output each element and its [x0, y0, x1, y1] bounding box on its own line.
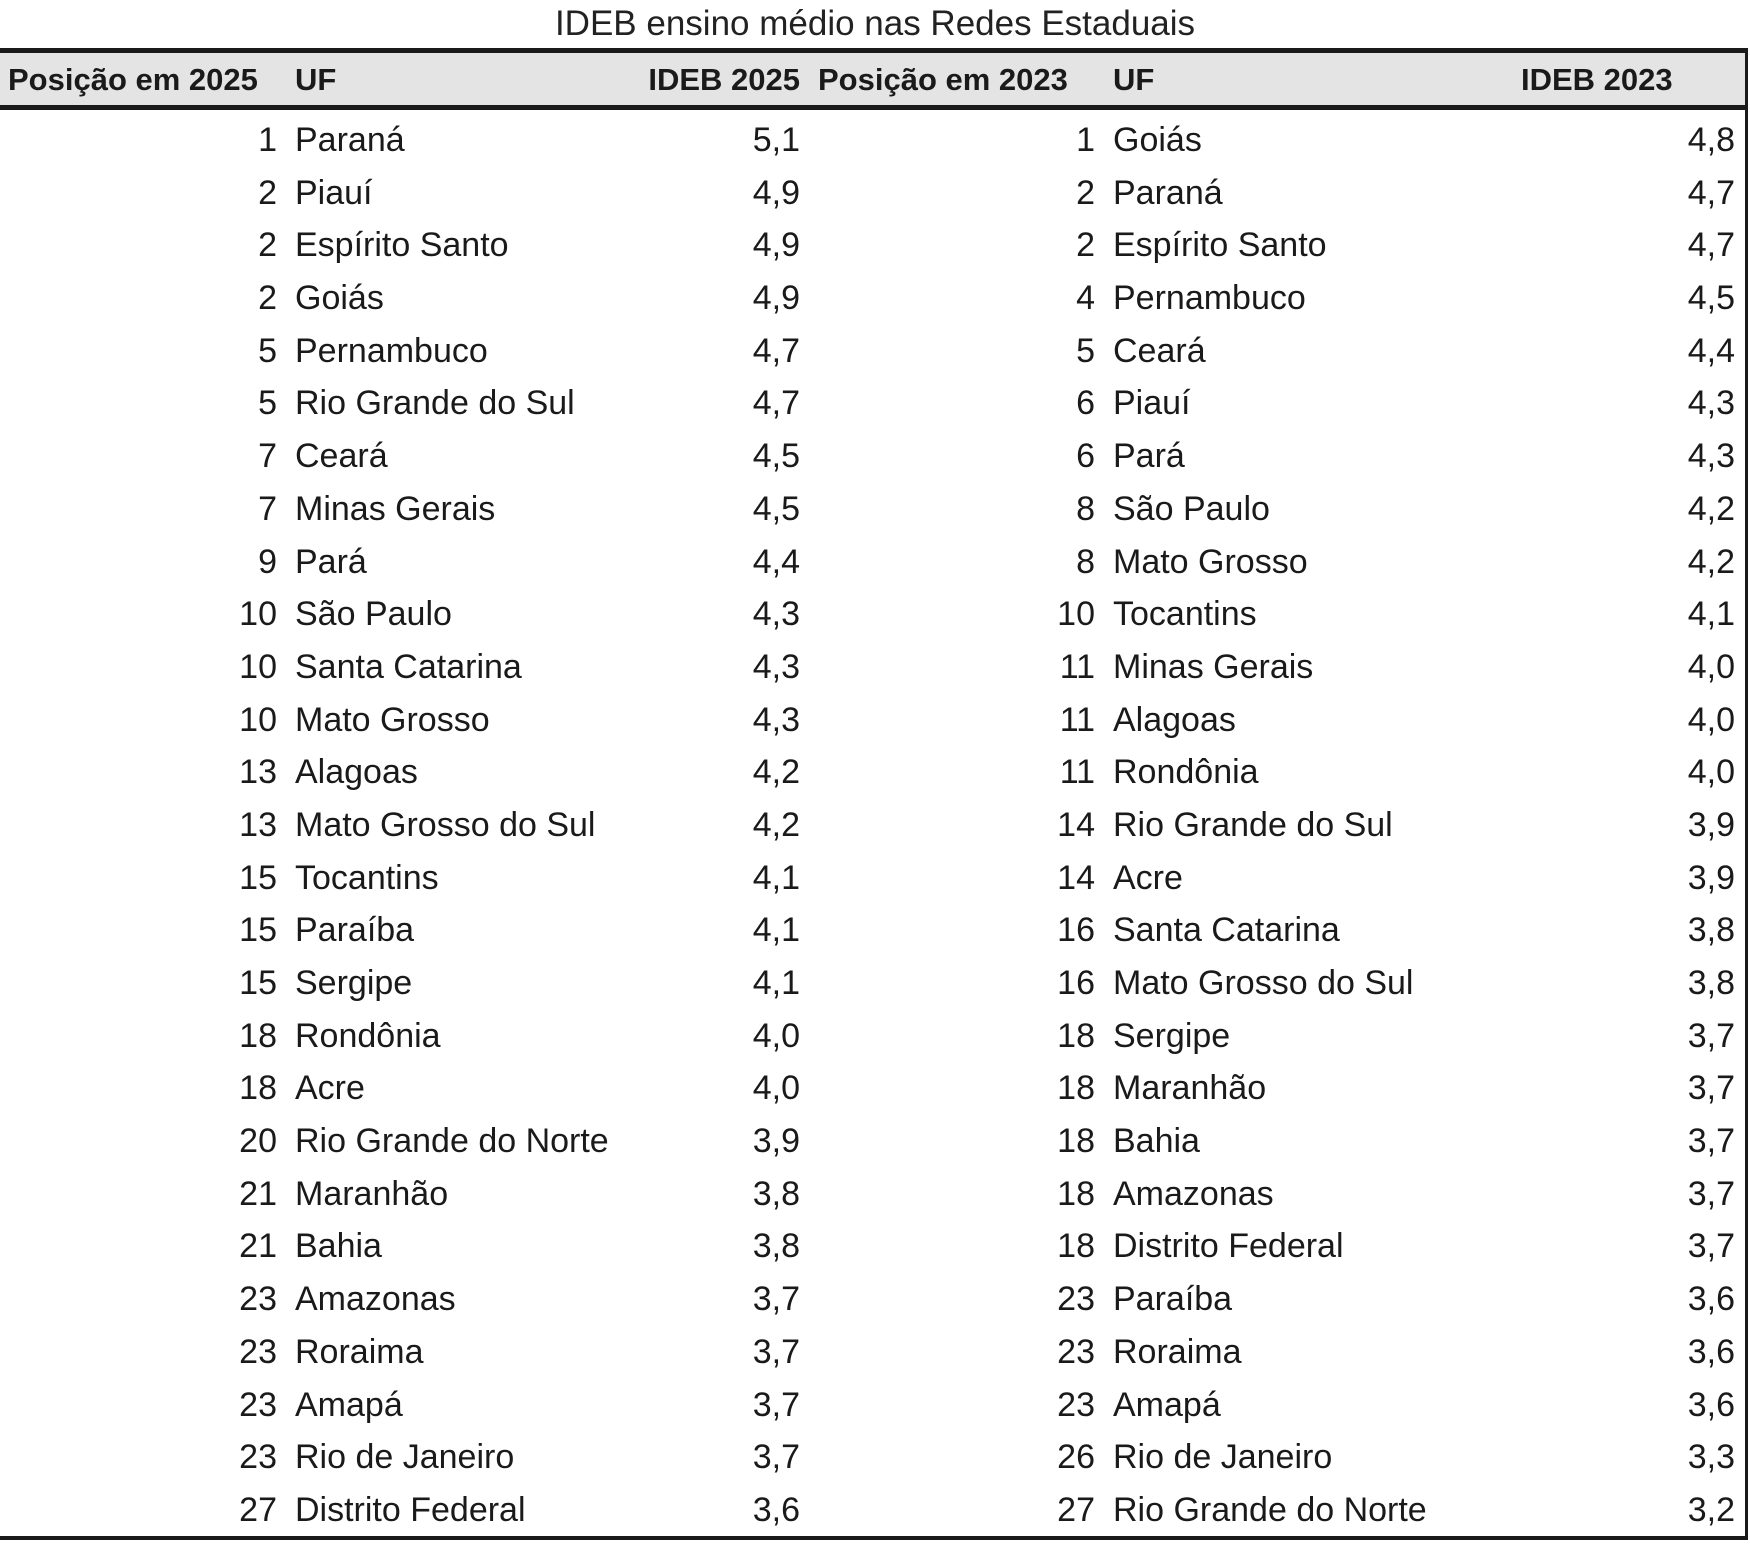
table-row: [0, 694, 1745, 747]
cell-uf-2025[interactable]: Amapá: [295, 1385, 403, 1424]
cell-ideb-2023[interactable]: 3,9: [1687, 858, 1735, 897]
cell-ideb-2025[interactable]: 4,5: [752, 437, 800, 476]
cell-ideb-2025[interactable]: 4,9: [752, 279, 800, 318]
cell-uf-2023[interactable]: São Paulo: [1113, 489, 1270, 528]
cell-position-2025[interactable]: 15: [239, 964, 277, 1002]
cell-ideb-2023[interactable]: 3,8: [1687, 911, 1735, 950]
table-row: [0, 588, 1745, 641]
cell-uf-2025[interactable]: Pará: [295, 542, 367, 581]
cell-uf-2023[interactable]: Maranhão: [1113, 1069, 1267, 1108]
cell-position-2023[interactable]: 23: [1057, 1280, 1095, 1319]
table-row: [0, 746, 1745, 799]
cell-ideb-2023[interactable]: 3,7: [1687, 1069, 1735, 1108]
cell-uf-2025[interactable]: Sergipe: [295, 964, 413, 1002]
cell-ideb-2025[interactable]: 4,1: [752, 964, 800, 1002]
cell-position-2023[interactable]: 1: [1076, 121, 1095, 159]
cell-ideb-2025[interactable]: 5,1: [752, 121, 800, 159]
table-row: [0, 904, 1745, 957]
cell-uf-2025[interactable]: Alagoas: [295, 753, 418, 792]
cell-ideb-2025[interactable]: 4,0: [752, 1016, 800, 1055]
cell-ideb-2025[interactable]: 3,9: [752, 1122, 800, 1161]
cell-uf-2025[interactable]: Distrito Federal: [295, 1490, 526, 1529]
cell-ideb-2025[interactable]: 4,2: [752, 805, 800, 844]
cell-ideb-2025[interactable]: 4,3: [752, 595, 800, 634]
table-row: [0, 641, 1745, 694]
table-row: [0, 1379, 1745, 1432]
cell-position-2023[interactable]: 18: [1057, 1069, 1095, 1108]
cell-uf-2025[interactable]: Minas Gerais: [295, 489, 496, 528]
cell-uf-2025[interactable]: Rio Grande do Norte: [295, 1122, 609, 1161]
cell-ideb-2023[interactable]: 3,7: [1687, 1016, 1735, 1055]
cell-uf-2023[interactable]: Amazonas: [1113, 1174, 1274, 1213]
cell-ideb-2023[interactable]: 3,6: [1687, 1332, 1735, 1371]
cell-ideb-2025[interactable]: 3,7: [752, 1332, 800, 1371]
cell-ideb-2023[interactable]: 3,9: [1687, 805, 1735, 844]
cell-ideb-2023[interactable]: 4,1: [1687, 595, 1735, 634]
cell-ideb-2023[interactable]: 3,7: [1687, 1122, 1735, 1161]
cell-uf-2025[interactable]: Rio de Janeiro: [295, 1438, 515, 1477]
cell-uf-2025[interactable]: Acre: [295, 1069, 365, 1108]
cell-position-2025[interactable]: 27: [239, 1490, 277, 1529]
cell-position-2025[interactable]: 23: [239, 1438, 277, 1477]
cell-uf-2025[interactable]: Santa Catarina: [295, 647, 522, 686]
cell-position-2025[interactable]: 10: [239, 647, 277, 686]
cell-ideb-2025[interactable]: 4,4: [752, 542, 800, 581]
table-row: [0, 272, 1745, 325]
cell-uf-2025[interactable]: Ceará: [295, 437, 388, 476]
cell-uf-2023[interactable]: Alagoas: [1113, 700, 1236, 739]
cell-uf-2023[interactable]: Pará: [1113, 437, 1185, 476]
cell-ideb-2023[interactable]: 3,3: [1687, 1438, 1735, 1477]
cell-position-2025[interactable]: 9: [258, 542, 277, 581]
cell-ideb-2023[interactable]: 4,7: [1687, 226, 1735, 265]
cell-position-2023[interactable]: 11: [1059, 700, 1095, 739]
cell-uf-2023[interactable]: Piauí: [1113, 384, 1191, 423]
cell-uf-2023[interactable]: Rondônia: [1113, 753, 1259, 792]
cell-position-2023[interactable]: 18: [1057, 1174, 1095, 1213]
cell-position-2025[interactable]: 1: [258, 121, 277, 159]
cell-ideb-2023[interactable]: 3,8: [1687, 964, 1735, 1002]
table-row: [0, 483, 1745, 536]
cell-ideb-2025[interactable]: 4,1: [752, 911, 800, 950]
cell-ideb-2023[interactable]: 4,5: [1687, 279, 1735, 318]
table-row: [0, 1010, 1745, 1063]
table-row: [0, 852, 1745, 905]
cell-position-2023[interactable]: 5: [1076, 331, 1095, 370]
cell-ideb-2023[interactable]: 4,2: [1687, 489, 1735, 528]
table-row: [0, 430, 1745, 483]
cell-position-2025[interactable]: 18: [239, 1016, 277, 1055]
cell-ideb-2023[interactable]: 4,0: [1687, 647, 1735, 686]
cell-ideb-2023[interactable]: 3,2: [1687, 1490, 1735, 1529]
cell-ideb-2023[interactable]: 4,3: [1687, 384, 1735, 423]
cell-uf-2025[interactable]: Espírito Santo: [295, 226, 509, 265]
cell-ideb-2023[interactable]: 4,3: [1687, 437, 1735, 476]
cell-ideb-2023[interactable]: 3,7: [1687, 1174, 1735, 1213]
header-uf-2023[interactable]: UF: [1113, 62, 1155, 97]
cell-uf-2025[interactable]: Maranhão: [295, 1174, 449, 1213]
cell-uf-2023[interactable]: Tocantins: [1113, 595, 1257, 634]
cell-uf-2025[interactable]: Paraná: [295, 121, 405, 159]
cell-position-2023[interactable]: 18: [1057, 1122, 1095, 1161]
table-row: [0, 219, 1745, 272]
cell-position-2025[interactable]: 20: [239, 1122, 277, 1161]
table-body: [0, 114, 1745, 1537]
cell-uf-2023[interactable]: Sergipe: [1113, 1016, 1231, 1055]
cell-position-2025[interactable]: 5: [258, 331, 277, 370]
cell-position-2025[interactable]: 21: [239, 1227, 277, 1266]
cell-ideb-2025[interactable]: 3,6: [752, 1490, 800, 1529]
cell-uf-2023[interactable]: Santa Catarina: [1113, 911, 1340, 950]
cell-uf-2025[interactable]: Roraima: [295, 1332, 424, 1371]
cell-ideb-2025[interactable]: 4,1: [752, 858, 800, 897]
cell-position-2025[interactable]: 23: [239, 1332, 277, 1371]
table-row: [0, 1326, 1745, 1379]
cell-position-2025[interactable]: 2: [258, 173, 277, 212]
cell-position-2023[interactable]: 2: [1076, 226, 1095, 265]
cell-uf-2023[interactable]: Goiás: [1113, 121, 1202, 159]
table-row: [0, 377, 1745, 430]
cell-position-2025[interactable]: 15: [239, 911, 277, 950]
cell-uf-2023[interactable]: Amapá: [1113, 1385, 1221, 1424]
cell-position-2023[interactable]: 14: [1057, 805, 1095, 844]
table-row: [0, 536, 1745, 589]
cell-uf-2025[interactable]: São Paulo: [295, 595, 452, 634]
cell-uf-2023[interactable]: Acre: [1113, 858, 1183, 897]
cell-uf-2023[interactable]: Rio Grande do Norte: [1113, 1490, 1427, 1529]
cell-uf-2025[interactable]: Goiás: [295, 279, 384, 318]
header-position-2025[interactable]: Posição em 2025: [8, 62, 258, 97]
cell-uf-2023[interactable]: Mato Grosso: [1113, 542, 1308, 581]
table-row: [0, 114, 1745, 167]
cell-position-2023[interactable]: 2: [1076, 173, 1095, 212]
cell-position-2025[interactable]: 15: [239, 858, 277, 897]
cell-uf-2025[interactable]: Piauí: [295, 173, 373, 212]
table-row: [0, 1062, 1745, 1115]
table-row: [0, 1220, 1745, 1273]
cell-position-2025[interactable]: 13: [239, 753, 277, 792]
cell-uf-2025[interactable]: Rondônia: [295, 1016, 441, 1055]
cell-position-2023[interactable]: 10: [1057, 595, 1095, 634]
cell-uf-2023[interactable]: Rio Grande do Sul: [1113, 805, 1393, 844]
cell-ideb-2025[interactable]: 3,8: [752, 1174, 800, 1213]
cell-position-2025[interactable]: 21: [239, 1174, 277, 1213]
cell-ideb-2025[interactable]: 4,5: [752, 489, 800, 528]
cell-position-2025[interactable]: 13: [239, 805, 277, 844]
cell-ideb-2023[interactable]: 3,7: [1687, 1227, 1735, 1266]
cell-position-2023[interactable]: 18: [1057, 1227, 1095, 1266]
table-header-row: [0, 53, 1745, 110]
cell-position-2023[interactable]: 23: [1057, 1332, 1095, 1371]
table-row: [0, 1431, 1745, 1484]
cell-ideb-2025[interactable]: 3,7: [752, 1280, 800, 1319]
cell-uf-2023[interactable]: Bahia: [1113, 1122, 1200, 1161]
cell-position-2023[interactable]: 23: [1057, 1385, 1095, 1424]
cell-ideb-2023[interactable]: 3,6: [1687, 1280, 1735, 1319]
cell-ideb-2025[interactable]: 4,7: [752, 331, 800, 370]
cell-ideb-2023[interactable]: 4,0: [1687, 700, 1735, 739]
cell-ideb-2025[interactable]: 4,3: [752, 700, 800, 739]
cell-ideb-2025[interactable]: 4,9: [752, 226, 800, 265]
cell-position-2025[interactable]: 5: [258, 384, 277, 423]
cell-uf-2023[interactable]: Minas Gerais: [1113, 647, 1314, 686]
cell-uf-2025[interactable]: Mato Grosso: [295, 700, 490, 739]
sheet-title: IDEB ensino médio nas Redes Estaduais: [554, 4, 1196, 43]
cell-ideb-2025[interactable]: 3,7: [752, 1438, 800, 1477]
cell-position-2023[interactable]: 11: [1059, 647, 1095, 686]
header-ideb-2025[interactable]: IDEB 2025: [648, 62, 800, 97]
cell-uf-2023[interactable]: Paraíba: [1113, 1280, 1233, 1319]
cell-uf-2025[interactable]: Rio Grande do Sul: [295, 384, 575, 423]
cell-position-2023[interactable]: 16: [1057, 911, 1095, 950]
cell-ideb-2023[interactable]: 3,6: [1687, 1385, 1735, 1424]
cell-ideb-2023[interactable]: 4,2: [1687, 542, 1735, 581]
cell-position-2025[interactable]: 10: [239, 700, 277, 739]
cell-position-2025[interactable]: 18: [239, 1069, 277, 1108]
header-uf-2025[interactable]: UF: [295, 62, 337, 97]
cell-uf-2023[interactable]: Mato Grosso do Sul: [1113, 964, 1414, 1002]
cell-position-2025[interactable]: 7: [258, 437, 277, 476]
cell-position-2025[interactable]: 7: [258, 489, 277, 528]
cell-uf-2023[interactable]: Ceará: [1113, 331, 1206, 370]
table-row: [0, 1168, 1745, 1221]
cell-uf-2023[interactable]: Espírito Santo: [1113, 226, 1327, 265]
table-row: [0, 167, 1745, 220]
cell-uf-2025[interactable]: Amazonas: [295, 1280, 456, 1319]
cell-ideb-2023[interactable]: 4,0: [1687, 753, 1735, 792]
cell-ideb-2025[interactable]: 4,2: [752, 753, 800, 792]
cell-uf-2025[interactable]: Tocantins: [295, 858, 439, 897]
cell-uf-2025[interactable]: Mato Grosso do Sul: [295, 805, 596, 844]
table-row: [0, 1273, 1745, 1326]
header-ideb-2023[interactable]: IDEB 2023: [1521, 62, 1673, 97]
cell-ideb-2025[interactable]: 3,7: [752, 1385, 800, 1424]
table-row: [0, 1115, 1745, 1168]
cell-position-2025[interactable]: 23: [239, 1280, 277, 1319]
cell-uf-2023[interactable]: Paraná: [1113, 173, 1223, 212]
cell-position-2023[interactable]: 16: [1057, 964, 1095, 1002]
cell-position-2023[interactable]: 6: [1076, 384, 1095, 423]
cell-uf-2025[interactable]: Paraíba: [295, 911, 415, 950]
cell-position-2023[interactable]: 4: [1076, 279, 1095, 318]
cell-ideb-2025[interactable]: 4,3: [752, 647, 800, 686]
cell-ideb-2023[interactable]: 4,8: [1687, 121, 1735, 159]
cell-position-2023[interactable]: 26: [1057, 1438, 1095, 1477]
cell-uf-2023[interactable]: Rio de Janeiro: [1113, 1438, 1333, 1477]
table-row: [0, 799, 1745, 852]
cell-position-2023[interactable]: 8: [1076, 542, 1095, 581]
cell-position-2025[interactable]: 23: [239, 1385, 277, 1424]
cell-uf-2025[interactable]: Pernambuco: [295, 331, 488, 370]
table-row: [0, 1484, 1745, 1537]
cell-position-2023[interactable]: 8: [1076, 489, 1095, 528]
cell-ideb-2025[interactable]: 4,0: [752, 1069, 800, 1108]
cell-position-2023[interactable]: 18: [1057, 1016, 1095, 1055]
cell-position-2025[interactable]: 2: [258, 226, 277, 265]
cell-ideb-2025[interactable]: 4,9: [752, 173, 800, 212]
cell-position-2023[interactable]: 27: [1057, 1490, 1095, 1529]
cell-position-2025[interactable]: 10: [239, 595, 277, 634]
cell-uf-2023[interactable]: Roraima: [1113, 1332, 1242, 1371]
cell-ideb-2025[interactable]: 3,8: [752, 1227, 800, 1266]
table-row: [0, 325, 1745, 378]
cell-position-2023[interactable]: 6: [1076, 437, 1095, 476]
cell-position-2023[interactable]: 11: [1059, 753, 1095, 792]
header-position-2023[interactable]: Posição em 2023: [818, 62, 1068, 97]
cell-ideb-2025[interactable]: 4,7: [752, 384, 800, 423]
cell-uf-2023[interactable]: Distrito Federal: [1113, 1227, 1344, 1266]
cell-uf-2025[interactable]: Bahia: [295, 1227, 382, 1266]
cell-uf-2023[interactable]: Pernambuco: [1113, 279, 1306, 318]
cell-ideb-2023[interactable]: 4,4: [1687, 331, 1735, 370]
cell-position-2025[interactable]: 2: [258, 279, 277, 318]
cell-position-2023[interactable]: 14: [1057, 858, 1095, 897]
cell-ideb-2023[interactable]: 4,7: [1687, 173, 1735, 212]
table-row: [0, 957, 1745, 1010]
